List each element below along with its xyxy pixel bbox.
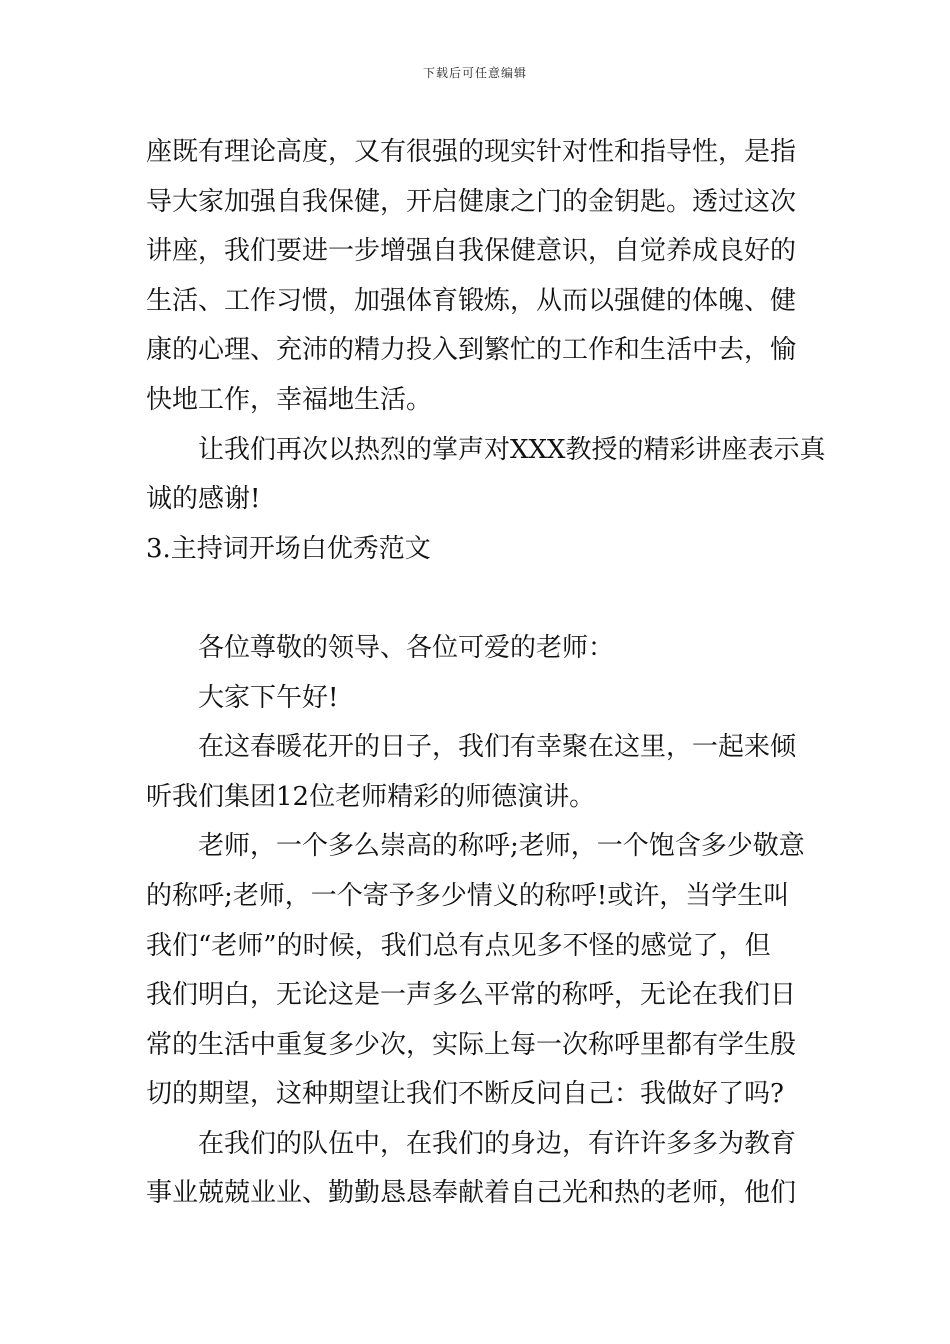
text-line: 听我们集团12位老师精彩的师德演讲。: [146, 781, 596, 812]
document-body: [146, 128, 826, 1219]
text-line: 的称呼;老师，一个寄予多少情义的称呼!或许，当学生叫: [146, 880, 790, 911]
blank-line: [146, 574, 811, 624]
text-line: 我们“老师”的时候，我们总有点见多不怪的感觉了，但: [146, 930, 771, 961]
text-line: 切的期望，这种期望让我们不断反问自己：我做好了吗?: [146, 1079, 784, 1110]
text-line: 在我们的队伍中，在我们的身边，有许许多多为教育: [198, 1128, 797, 1159]
text-line: 讲座，我们要进一步增强自我保健意识，自觉养成良好的: [146, 236, 797, 267]
text-line: 常的生活中重复多少次，实际上每一次称呼里都有学生殷: [146, 1029, 797, 1060]
text-line: 生活、工作习惯，加强体育锻炼，从而以强健的体魄、健: [146, 285, 797, 316]
salutation: 各位尊敬的领导、各位可爱的老师：: [198, 632, 615, 663]
text-line: 康的心理、充沛的精力投入到繁忙的工作和生活中去，愉: [146, 335, 797, 366]
text-line: 老师，一个多么崇高的称呼;老师，一个饱含多少敬意: [198, 831, 805, 862]
text-line: 座既有理论高度，又有很强的现实针对性和指导性，是指: [146, 137, 797, 167]
text-line: 快地工作，幸福地生活。: [146, 384, 433, 415]
text-line: 诚的感谢!: [146, 484, 261, 515]
text-line: 导大家加强自我保健，开启健康之门的金钥匙。透过这次: [146, 186, 797, 217]
text-line: 我们明白，无论这是一声多么平常的称呼，无论在我们日: [146, 980, 797, 1011]
page-header: 下载后可任意编辑: [422, 66, 527, 80]
text-line: 在这春暖花开的日子，我们有幸聚在这里，一起来倾: [198, 732, 797, 763]
text-line: 让我们再次以热烈的掌声对XXX教授的精彩讲座表示真: [198, 434, 826, 465]
text-line: 事业兢兢业业、勤勤恳恳奉献着自己光和热的老师，他们: [146, 1178, 797, 1209]
section-heading: 3.主持词开场白优秀范文: [146, 533, 431, 564]
greeting: 大家下午好!: [198, 682, 339, 713]
